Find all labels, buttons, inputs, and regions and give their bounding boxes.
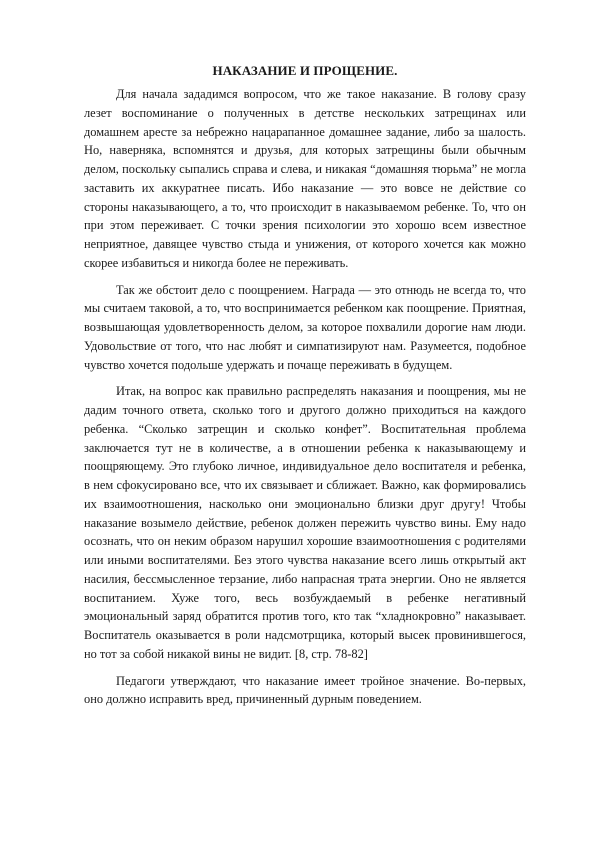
paragraph-distribution: Итак, на вопрос как правильно распределять наказания и поощрения, мы не дадим точного ответа, сколько того и другого должно приходиться на каждого ребенка. “Сколько затрещин и сколько конфет”. Воспитательная проблема заключается тут не в количестве, а в отношении ребенка к наказывающему и поощряющему. Это глубоко личное, индивидуальное дело воспитателя и ребенка, в нем сфокусировано все, что их связывает и сближает. Важно, как формировались их взаимоотношения, насколько они эмоционально близки друг другу! Чтобы наказание возымело действие, ребенок должен пережить чувство вины. Ему надо осознать, что он неким образом нарушил хорошие взаимоотношения с родителями или иными воспитателями. Без этого чувства наказание всего лишь открытый акт насилия, бессмысленное терзание, либо напрасная трата энергии. Оно не является воспитанием. Хуже того, весь возбуждаемый в ребенке негативный эмоциональный заряд обратится против того, кто так “хладнокровно” наказывает. Воспитатель оказывается в роли надсмотрщика, который высек провинившегося, но тот за собой никакой вины не видит. [8, стр. 78-82] <box>84 384 526 661</box>
paragraph-punishment-definition: Для начала зададимся вопросом, что же такое наказание. В голову сразу лезет воспоминание о полученных в детстве нескольких затрещинах или домашнем аресте за небрежно нацарапанное домашнее задание, либо за шалость. Но, наверняка, вспомнятся и друзья, для которых затрещины были обычным делом, поскольку сыпались справа и слева, и никакая “домашняя тюрьма” не могла заставить их аккуратнее писать. Ибо наказание — это вовсе не действие со стороны наказывающего, а то, что происходит в наказываемом ребенке. То, что он при этом переживает. С точки зрения психологии это хорошо всем известное неприятное, давящее чувство стыда и унижения, от которого хочется как можно скорее избавиться и никогда более не переживать. <box>84 87 526 270</box>
document-title: НАКАЗАНИЕ И ПРОЩЕНИЕ. <box>212 63 398 78</box>
paragraph-reward: Так же обстоит дело с поощрением. Награда — это отнюдь не всегда то, что мы считаем таковой, а то, что воспринимается ребенком как поощрение. Приятная, возвышающая удовлетворенность делом, за которое похвалили дорогие нам люди. Удовольствие от того, что нас любят и симпатизируют нам. Разумеется, подобное чувство хочется подольше удержать и почаще переживать в будущем. <box>84 282 526 372</box>
paragraph-pedagogues: Педагоги утверждают, что наказание имеет тройное значение. Во-первых, оно должно исправить вред, причиненный дурным поведением. <box>84 673 526 707</box>
document-body <box>84 62 526 717</box>
